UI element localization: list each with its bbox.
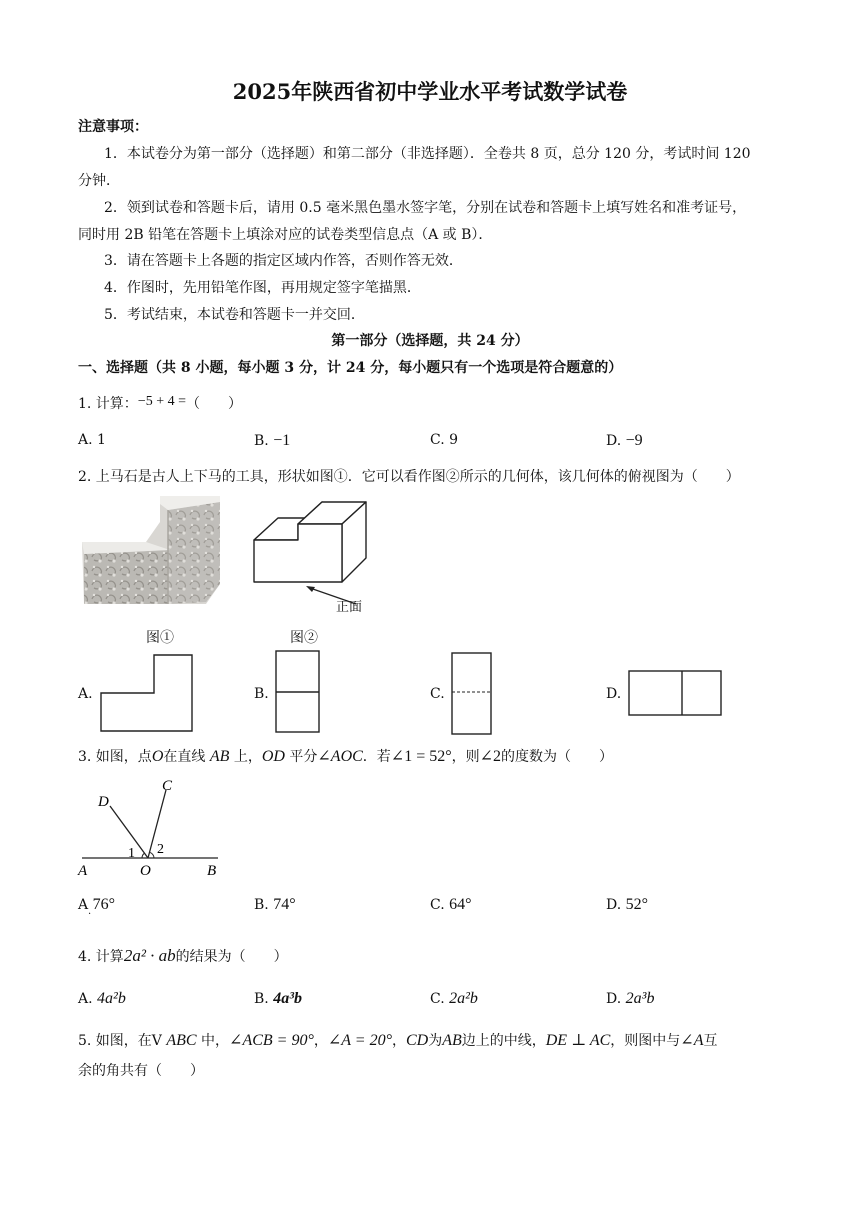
q4-option-b[interactable]: [254, 990, 302, 1008]
q3-option-c-letter: C.: [430, 897, 445, 913]
q3-text-3: 上，: [233, 749, 262, 765]
q2-option-d-view: [628, 670, 724, 718]
notice-item-5: 5．考试结束，本试卷和答题卡一并交回．: [104, 307, 365, 323]
q2-option-b-view: [275, 650, 321, 734]
notice-item-1-cont: 分钟．: [78, 173, 120, 189]
notice-item-2-cont: 同时用 2B 铅笔在答题卡上填涂对应的试卷类型信息点（A 或 B）．: [78, 227, 493, 243]
q1-paren: （ ）: [186, 396, 242, 412]
q3-option-b-letter: B.: [254, 897, 269, 913]
q5-angle-a-ref: ∠A: [680, 1032, 704, 1049]
q2-option-c-view: [451, 652, 493, 736]
q3-option-a[interactable]: [78, 896, 115, 914]
q3-text-1: 3. 如图，点: [78, 749, 152, 765]
front-label: 正面: [336, 600, 363, 615]
saddle-stone-photo: [76, 494, 224, 610]
q4-option-b-letter: B.: [254, 991, 269, 1007]
q3-text-7: 的度数为（ ）: [501, 749, 614, 765]
q5-segment-ab: AB: [442, 1032, 462, 1049]
q1-expression: −5 + 4 =: [137, 394, 186, 409]
q5-perpendicular: DE ⊥ AC: [545, 1032, 611, 1049]
q3-option-d-letter: D.: [606, 897, 622, 913]
q3-option-a-dot: .: [88, 906, 92, 917]
q5-text-4: 边上的中线，: [461, 1033, 546, 1049]
q3-point-o: O: [151, 748, 164, 765]
q3-text-4: 平分: [289, 749, 318, 765]
q5-text-6: 互: [703, 1033, 718, 1049]
notice-item-2: 2．领到试卷和答题卡后，请用 0.5 毫米黑色墨水签字笔，分别在试卷和答题卡上填写姓名和准考证号，: [104, 200, 747, 216]
label-d: D: [98, 794, 109, 810]
q2-option-c[interactable]: C.: [430, 686, 445, 702]
part1-heading: 第一部分（选择题，共 24 分）: [331, 333, 529, 349]
q5-stem-line1: [78, 1030, 717, 1050]
q5-text-1: 5. 如图，在V: [78, 1033, 162, 1049]
label-o: O: [140, 863, 151, 878]
q4-option-c-letter: C.: [430, 991, 445, 1007]
notice-item-1: 1．本试卷分为第一部分（选择题）和第二部分（非选择题）．全卷共 8 页，总分 120 分，考试时间 120: [104, 146, 751, 162]
q1-option-b[interactable]: [254, 432, 290, 450]
q5-comma-1: ，: [313, 1033, 328, 1049]
q4-option-c[interactable]: [430, 990, 478, 1008]
q4-option-d[interactable]: [606, 990, 654, 1008]
q5-text-5: ，则图中与: [610, 1033, 681, 1049]
q1-stem: [78, 393, 242, 413]
q3-ray-od: OD: [261, 748, 285, 765]
q3-option-c-value: 64°: [449, 896, 472, 913]
q3-text-5: ．若: [362, 749, 391, 765]
q3-option-b-value: 74°: [273, 896, 296, 913]
q4-option-a-letter: A.: [78, 991, 93, 1007]
q5-angle-a: ∠A = 20°: [327, 1032, 392, 1049]
q3-angle-figure: [76, 776, 226, 878]
notice-item-3: 3．请在答题卡上各题的指定区域内作答，否则作答无效．: [104, 253, 463, 269]
q4-option-d-letter: D.: [606, 991, 622, 1007]
q4-text-2: 的结果为（ ）: [175, 949, 288, 965]
label-c: C: [162, 778, 173, 794]
label-angle-1: 1: [128, 846, 135, 861]
q3-angle-aoc: ∠AOC: [317, 748, 363, 765]
q3-option-c[interactable]: [430, 896, 472, 914]
q3-line-ab: AB: [209, 748, 230, 765]
q4-option-a[interactable]: [78, 990, 126, 1008]
q5-text-2: 中，: [201, 1033, 230, 1049]
q4-stem: [78, 946, 288, 966]
q2-stem: 2. 上马石是古人上下马的工具，形状如图①．它可以看作图②所示的几何体，该几何体的俯视图为（ ）: [78, 469, 740, 485]
q3-option-d[interactable]: [606, 896, 648, 914]
q3-option-d-value: 52°: [625, 896, 649, 913]
q3-angle-2: ∠2: [479, 748, 502, 765]
q5-text-3: 为: [428, 1033, 443, 1049]
q5-triangle-abc: ABC: [166, 1032, 197, 1049]
q1-option-d-letter: D.: [606, 433, 622, 449]
q2-option-d[interactable]: D.: [606, 686, 622, 702]
q5-segment-cd: CD: [405, 1032, 429, 1049]
q3-stem: [78, 746, 613, 766]
notice-heading: 注意事项：: [78, 119, 148, 135]
q4-option-c-value: 2a²b: [449, 990, 478, 1007]
q4-option-a-value: 4a²b: [97, 990, 126, 1007]
q4-text-1: 4. 计算: [78, 949, 124, 965]
q4-option-b-value: 4a³b: [273, 990, 302, 1007]
q1-option-d[interactable]: [606, 432, 643, 450]
q4-expression: 2a² · ab: [123, 946, 176, 965]
q1-option-b-letter: B.: [254, 433, 269, 449]
label-b: B: [207, 863, 217, 878]
q3-option-b[interactable]: [254, 896, 296, 914]
q3-text-6: ，则: [451, 749, 480, 765]
q1-stem-text: 1. 计算：: [78, 396, 138, 412]
label-a: A: [78, 863, 88, 878]
q2-option-a-view: [100, 654, 194, 734]
q5-comma-2: ，: [391, 1033, 406, 1049]
q3-angle-1: ∠1 = 52°: [390, 748, 452, 765]
q1-option-a[interactable]: A. 1: [78, 432, 106, 448]
page-title: 2025年陕西省初中学业水平考试数学试卷: [232, 79, 628, 104]
q1-option-d-value: −9: [625, 432, 643, 449]
q5-stem-line2: 余的角共有（ ）: [78, 1063, 204, 1079]
q1-option-b-value: −1: [273, 432, 291, 449]
label-angle-2: 2: [157, 842, 164, 857]
q3-option-a-letter: A: [78, 897, 89, 913]
fig1-caption: 图①: [146, 630, 174, 646]
notice-item-4: 4．作图时，先用铅笔作图，再用规定签字笔描黑．: [104, 280, 421, 296]
q2-option-a[interactable]: A.: [78, 686, 93, 702]
fig2-caption: 图②: [290, 630, 318, 646]
q5-angle-acb: ∠ACB = 90°: [229, 1032, 314, 1049]
q1-option-c[interactable]: C. 9: [430, 432, 459, 448]
q2-option-b[interactable]: B.: [254, 686, 269, 702]
q3-option-a-value: 76°: [92, 896, 115, 913]
q4-option-d-value: 2a³b: [625, 990, 655, 1007]
q3-text-2: 在直线: [163, 749, 206, 765]
section1-heading: 一、选择题（共 8 小题，每小题 3 分，计 24 分，每小题只有一个选项是符合题意的）: [78, 360, 623, 376]
